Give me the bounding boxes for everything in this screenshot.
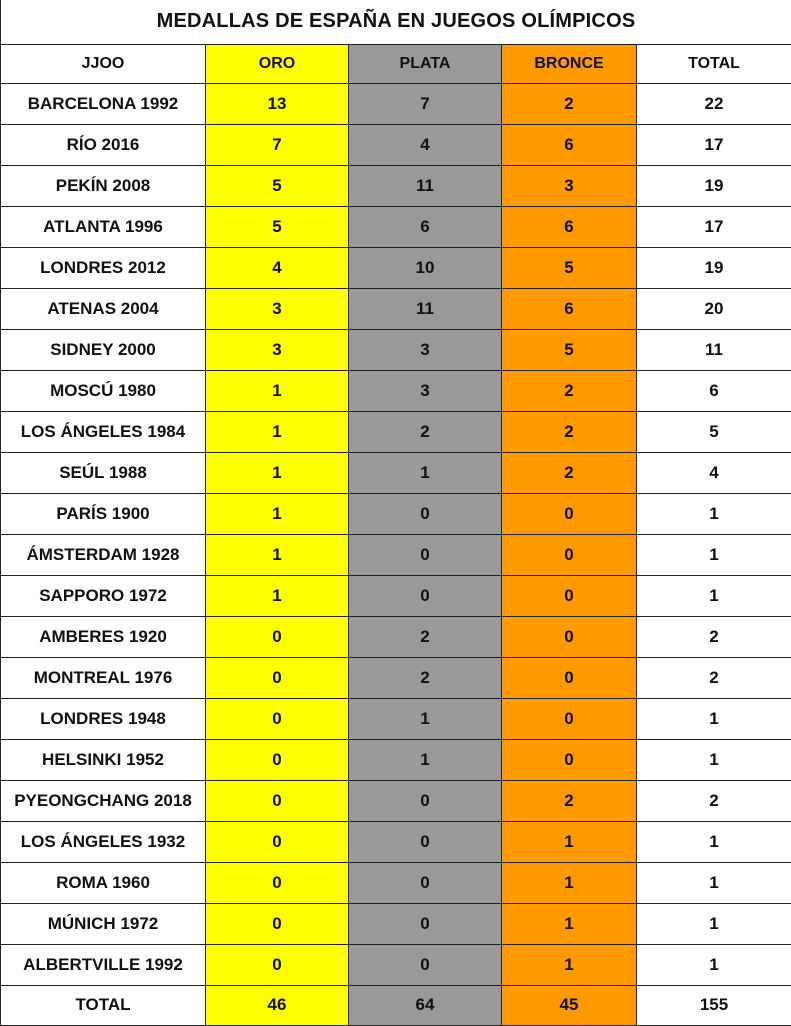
title-row bbox=[1, 0, 791, 44]
cell-silver: 11 bbox=[349, 165, 502, 206]
cell-gold: 3 bbox=[206, 288, 349, 329]
column-header-total: TOTAL bbox=[637, 44, 791, 83]
cell-silver: 3 bbox=[349, 370, 502, 411]
cell-games: ROMA 1960 bbox=[1, 862, 206, 903]
cell-gold: 13 bbox=[206, 83, 349, 124]
cell-silver: 11 bbox=[349, 288, 502, 329]
cell-bronze: 6 bbox=[502, 288, 637, 329]
table-row bbox=[1, 657, 791, 698]
table-row bbox=[1, 944, 791, 985]
cell-gold: 5 bbox=[206, 206, 349, 247]
cell-games: RÍO 2016 bbox=[1, 124, 206, 165]
cell-total: 1 bbox=[637, 821, 791, 862]
cell-silver: 1 bbox=[349, 452, 502, 493]
cell-bronze: 5 bbox=[502, 247, 637, 288]
cell-total: 17 bbox=[637, 124, 791, 165]
cell-bronze: 1 bbox=[502, 862, 637, 903]
cell-silver: 0 bbox=[349, 780, 502, 821]
cell-games: AMBERES 1920 bbox=[1, 616, 206, 657]
cell-gold: 0 bbox=[206, 903, 349, 944]
cell-bronze: 0 bbox=[502, 493, 637, 534]
header-row bbox=[1, 44, 791, 83]
cell-games: PYEONGCHANG 2018 bbox=[1, 780, 206, 821]
column-header-gold: ORO bbox=[206, 44, 349, 83]
total-cell-total: 155 bbox=[637, 985, 791, 1025]
cell-total: 1 bbox=[637, 493, 791, 534]
cell-gold: 0 bbox=[206, 780, 349, 821]
cell-games: ATLANTA 1996 bbox=[1, 206, 206, 247]
cell-gold: 1 bbox=[206, 452, 349, 493]
cell-bronze: 0 bbox=[502, 575, 637, 616]
cell-silver: 2 bbox=[349, 411, 502, 452]
table-row bbox=[1, 83, 791, 124]
cell-silver: 0 bbox=[349, 903, 502, 944]
table-row bbox=[1, 165, 791, 206]
cell-total: 5 bbox=[637, 411, 791, 452]
cell-silver: 3 bbox=[349, 329, 502, 370]
table-row bbox=[1, 247, 791, 288]
cell-gold: 0 bbox=[206, 821, 349, 862]
cell-silver: 2 bbox=[349, 657, 502, 698]
cell-total: 1 bbox=[637, 698, 791, 739]
cell-games: ÁMSTERDAM 1928 bbox=[1, 534, 206, 575]
table-row bbox=[1, 452, 791, 493]
table-row bbox=[1, 821, 791, 862]
cell-bronze: 2 bbox=[502, 452, 637, 493]
cell-silver: 0 bbox=[349, 575, 502, 616]
cell-total: 2 bbox=[637, 657, 791, 698]
cell-games: LOS ÁNGELES 1932 bbox=[1, 821, 206, 862]
table-row bbox=[1, 903, 791, 944]
cell-bronze: 2 bbox=[502, 780, 637, 821]
cell-gold: 7 bbox=[206, 124, 349, 165]
table-row bbox=[1, 780, 791, 821]
cell-total: 19 bbox=[637, 165, 791, 206]
cell-games: LONDRES 1948 bbox=[1, 698, 206, 739]
table-row bbox=[1, 288, 791, 329]
cell-games: MONTREAL 1976 bbox=[1, 657, 206, 698]
table-row bbox=[1, 616, 791, 657]
cell-games: MOSCÚ 1980 bbox=[1, 370, 206, 411]
cell-bronze: 5 bbox=[502, 329, 637, 370]
cell-bronze: 0 bbox=[502, 616, 637, 657]
cell-games: BARCELONA 1992 bbox=[1, 83, 206, 124]
table-row bbox=[1, 329, 791, 370]
cell-silver: 0 bbox=[349, 821, 502, 862]
cell-games: ALBERTVILLE 1992 bbox=[1, 944, 206, 985]
cell-gold: 0 bbox=[206, 739, 349, 780]
total-cell-silver: 64 bbox=[349, 985, 502, 1025]
cell-total: 22 bbox=[637, 83, 791, 124]
cell-total: 1 bbox=[637, 862, 791, 903]
cell-total: 19 bbox=[637, 247, 791, 288]
cell-total: 1 bbox=[637, 534, 791, 575]
cell-gold: 0 bbox=[206, 698, 349, 739]
cell-games: PARÍS 1900 bbox=[1, 493, 206, 534]
cell-games: MÚNICH 1972 bbox=[1, 903, 206, 944]
table-row bbox=[1, 370, 791, 411]
cell-games: SAPPORO 1972 bbox=[1, 575, 206, 616]
table-row bbox=[1, 493, 791, 534]
table-title: MEDALLAS DE ESPAÑA EN JUEGOS OLÍMPICOS bbox=[1, 0, 791, 44]
cell-gold: 1 bbox=[206, 493, 349, 534]
table-row bbox=[1, 124, 791, 165]
cell-gold: 1 bbox=[206, 575, 349, 616]
cell-total: 1 bbox=[637, 903, 791, 944]
cell-total: 2 bbox=[637, 780, 791, 821]
cell-total: 1 bbox=[637, 575, 791, 616]
cell-gold: 4 bbox=[206, 247, 349, 288]
cell-bronze: 2 bbox=[502, 411, 637, 452]
cell-silver: 1 bbox=[349, 698, 502, 739]
cell-silver: 0 bbox=[349, 493, 502, 534]
cell-bronze: 0 bbox=[502, 739, 637, 780]
cell-silver: 4 bbox=[349, 124, 502, 165]
cell-gold: 1 bbox=[206, 534, 349, 575]
cell-silver: 0 bbox=[349, 534, 502, 575]
total-cell-gold: 46 bbox=[206, 985, 349, 1025]
cell-games: PEKÍN 2008 bbox=[1, 165, 206, 206]
cell-games: SEÚL 1988 bbox=[1, 452, 206, 493]
cell-bronze: 2 bbox=[502, 83, 637, 124]
cell-total: 2 bbox=[637, 616, 791, 657]
cell-total: 4 bbox=[637, 452, 791, 493]
cell-silver: 6 bbox=[349, 206, 502, 247]
column-header-games: JJOO bbox=[1, 44, 206, 83]
cell-total: 11 bbox=[637, 329, 791, 370]
table-row bbox=[1, 698, 791, 739]
cell-total: 1 bbox=[637, 944, 791, 985]
cell-bronze: 3 bbox=[502, 165, 637, 206]
cell-total: 1 bbox=[637, 739, 791, 780]
cell-bronze: 6 bbox=[502, 124, 637, 165]
table-row bbox=[1, 575, 791, 616]
cell-bronze: 1 bbox=[502, 944, 637, 985]
cell-bronze: 1 bbox=[502, 903, 637, 944]
cell-total: 17 bbox=[637, 206, 791, 247]
column-header-bronze: BRONCE bbox=[502, 44, 637, 83]
table-row bbox=[1, 411, 791, 452]
cell-silver: 1 bbox=[349, 739, 502, 780]
cell-gold: 0 bbox=[206, 657, 349, 698]
cell-gold: 0 bbox=[206, 862, 349, 903]
cell-bronze: 0 bbox=[502, 698, 637, 739]
cell-silver: 0 bbox=[349, 862, 502, 903]
table-body bbox=[1, 83, 791, 1025]
table-row bbox=[1, 739, 791, 780]
cell-total: 6 bbox=[637, 370, 791, 411]
total-cell-games: TOTAL bbox=[1, 985, 206, 1025]
column-header-silver: PLATA bbox=[349, 44, 502, 83]
cell-silver: 0 bbox=[349, 944, 502, 985]
cell-bronze: 6 bbox=[502, 206, 637, 247]
cell-silver: 7 bbox=[349, 83, 502, 124]
total-row bbox=[1, 985, 791, 1025]
cell-bronze: 0 bbox=[502, 534, 637, 575]
cell-gold: 3 bbox=[206, 329, 349, 370]
total-cell-bronze: 45 bbox=[502, 985, 637, 1025]
cell-gold: 1 bbox=[206, 370, 349, 411]
cell-total: 20 bbox=[637, 288, 791, 329]
cell-games: LONDRES 2012 bbox=[1, 247, 206, 288]
cell-bronze: 2 bbox=[502, 370, 637, 411]
cell-gold: 5 bbox=[206, 165, 349, 206]
cell-games: ATENAS 2004 bbox=[1, 288, 206, 329]
cell-bronze: 0 bbox=[502, 657, 637, 698]
cell-bronze: 1 bbox=[502, 821, 637, 862]
cell-games: HELSINKI 1952 bbox=[1, 739, 206, 780]
cell-gold: 0 bbox=[206, 944, 349, 985]
cell-gold: 1 bbox=[206, 411, 349, 452]
table-row bbox=[1, 534, 791, 575]
table-row bbox=[1, 206, 791, 247]
table-row bbox=[1, 862, 791, 903]
cell-games: LOS ÁNGELES 1984 bbox=[1, 411, 206, 452]
cell-silver: 2 bbox=[349, 616, 502, 657]
cell-games: SIDNEY 2000 bbox=[1, 329, 206, 370]
cell-gold: 0 bbox=[206, 616, 349, 657]
cell-silver: 10 bbox=[349, 247, 502, 288]
